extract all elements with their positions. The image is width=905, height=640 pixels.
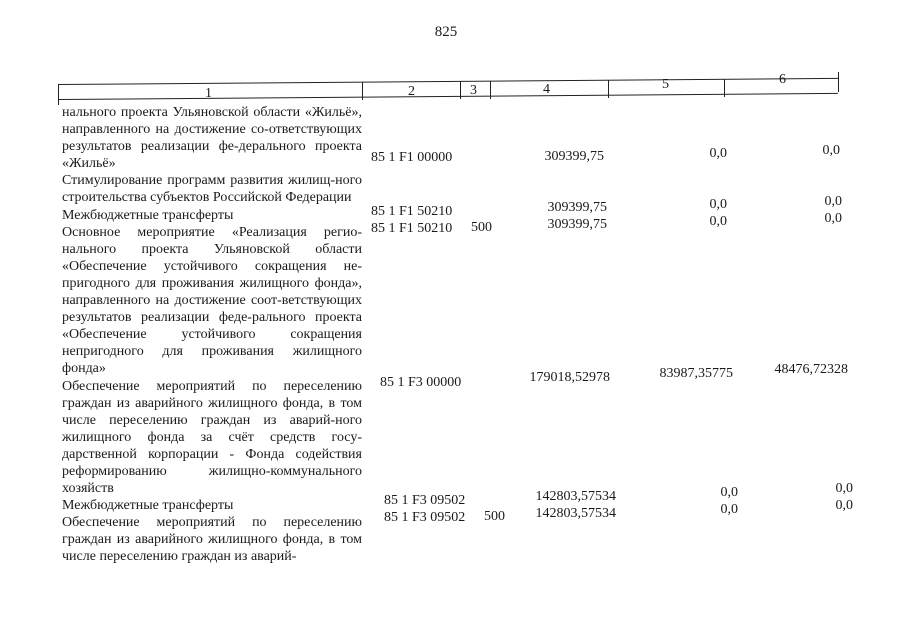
row-col4-value: 309399,75 <box>547 200 607 215</box>
row-code: 85 1 F3 09502 <box>384 510 466 525</box>
description-paragraph: нального проекта Ульяновской области «Жильё», направленного на достижение со-ответствующих результатов реализации фе-дерального проекта «Жильё» <box>62 105 362 172</box>
header-divider-3 <box>490 81 491 99</box>
row-col6-value: 0,0 <box>824 194 842 209</box>
header-col-6: 6 <box>779 72 786 87</box>
header-col-3: 3 <box>470 83 477 98</box>
row-code: 85 1 F1 50210 <box>371 221 453 236</box>
description-paragraph: Стимулирование программ развития жилищ-ного строительства субъектов Российской Федерации <box>62 173 362 206</box>
row-col5-value: 0,0 <box>709 197 727 212</box>
row-col5-value: 0,0 <box>720 502 738 517</box>
description-paragraph: Обеспечение мероприятий по переселению граждан из аварийного жилищного фонда, в том числе переселению граждан из аварий- <box>62 515 362 565</box>
header-col-1: 1 <box>205 86 212 101</box>
row-col4-value: 179018,52978 <box>529 370 610 385</box>
row-col6-value: 0,0 <box>835 498 853 513</box>
description-paragraph: Межбюджетные трансферты <box>62 207 234 223</box>
header-divider-right <box>838 72 839 92</box>
header-top-line <box>58 78 838 85</box>
page-number: 825 <box>434 24 458 40</box>
row-col5-value: 83987,35775 <box>659 366 733 381</box>
row-col6-value: 48476,72328 <box>774 362 848 377</box>
row-col5-value: 0,0 <box>709 146 727 161</box>
description-paragraph: Основное мероприятие «Реализация регио-нального проекта Ульяновской области «Обеспечение устойчивого сокращения не-пригодного для проживания жилищного фонда», направленного на достижение соот-ветствующих результатов реализации феде-рального проекта «Обеспечение устойчивого сокращения непригодного для проживания жилищного фонда» <box>62 224 362 377</box>
header-divider-left <box>58 84 59 105</box>
description-paragraph: Обеспечение мероприятий по переселению граждан из аварийного жилищного фонда, в том числе переселению граждан из аварий-ного жилищного фонда за счёт средств госу-дарственной корпорации - Фонда содействия реформированию жилищно-коммунального хозяйств <box>62 378 362 497</box>
row-code: 85 1 F1 50210 <box>371 204 453 219</box>
header-col-2: 2 <box>408 84 415 99</box>
header-divider-2 <box>460 81 461 99</box>
row-col4-value: 309399,75 <box>547 217 607 232</box>
header-col-5: 5 <box>662 77 669 92</box>
row-code: 85 1 F3 09502 <box>384 493 466 508</box>
description-column <box>62 104 362 566</box>
row-col5-value: 0,0 <box>720 485 738 500</box>
row-col6-value: 0,0 <box>835 481 853 496</box>
row-col6-value: 0,0 <box>824 211 842 226</box>
row-vr: 500 <box>484 509 505 524</box>
row-vr: 500 <box>471 220 492 235</box>
row-col4-value: 309399,75 <box>544 149 604 164</box>
row-code: 85 1 F3 00000 <box>380 375 462 390</box>
row-col4-value: 142803,57534 <box>535 489 616 504</box>
header-divider-5 <box>724 79 725 97</box>
header-bottom-line <box>58 93 838 100</box>
header-divider-4 <box>608 80 609 98</box>
header-col-4: 4 <box>543 82 550 97</box>
header-divider-1 <box>362 82 363 100</box>
row-code: 85 1 F1 00000 <box>371 150 453 165</box>
row-col5-value: 0,0 <box>709 214 727 229</box>
description-paragraph: Межбюджетные трансферты <box>62 498 234 514</box>
row-col6-value: 0,0 <box>822 143 840 158</box>
row-col4-value: 142803,57534 <box>535 506 616 521</box>
